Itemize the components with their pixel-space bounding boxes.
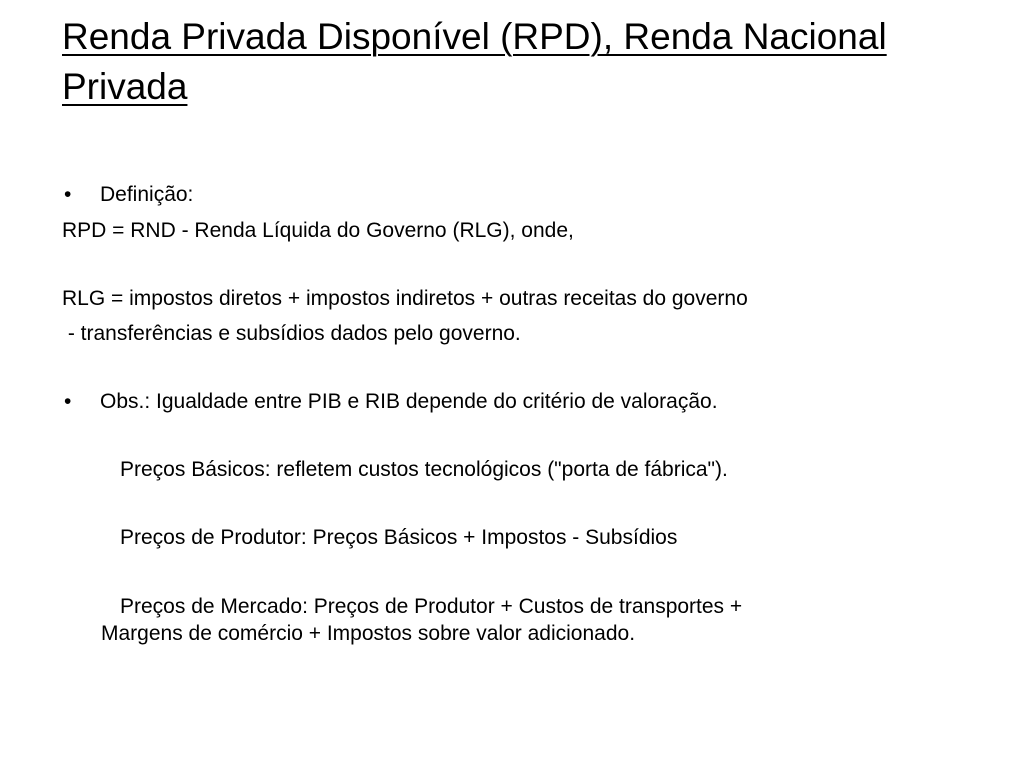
text-rlg-formula: RLG = impostos diretos + impostos indiretos + outras receitas do governo bbox=[62, 287, 748, 310]
text-precos-mercado-line2: Margens de comércio + Impostos sobre valor adicionado. bbox=[101, 622, 636, 645]
text-precos-produtor: Preços de Produtor: Preços Básicos + Impostos - Subsídios bbox=[120, 526, 678, 549]
text-definicao: Definição: bbox=[100, 183, 194, 206]
bullet-obs: • bbox=[64, 390, 72, 413]
text-precos-basicos: Preços Básicos: refletem custos tecnológicos ("porta de fábrica"). bbox=[120, 458, 728, 481]
bullet-definicao: • bbox=[64, 183, 72, 206]
text-obs: Obs.: Igualdade entre PIB e RIB depende do critério de valoração. bbox=[100, 390, 718, 413]
slide-title: Renda Privada Disponível (RPD), Renda Nacional Privada bbox=[62, 16, 887, 107]
text-precos-mercado-line1: Preços de Mercado: Preços de Produtor + Custos de transportes + bbox=[120, 595, 743, 618]
text-rlg-continuation: - transferências e subsídios dados pelo governo. bbox=[62, 322, 521, 345]
text-rpd-formula: RPD = RND - Renda Líquida do Governo (RLG), onde, bbox=[62, 219, 574, 242]
